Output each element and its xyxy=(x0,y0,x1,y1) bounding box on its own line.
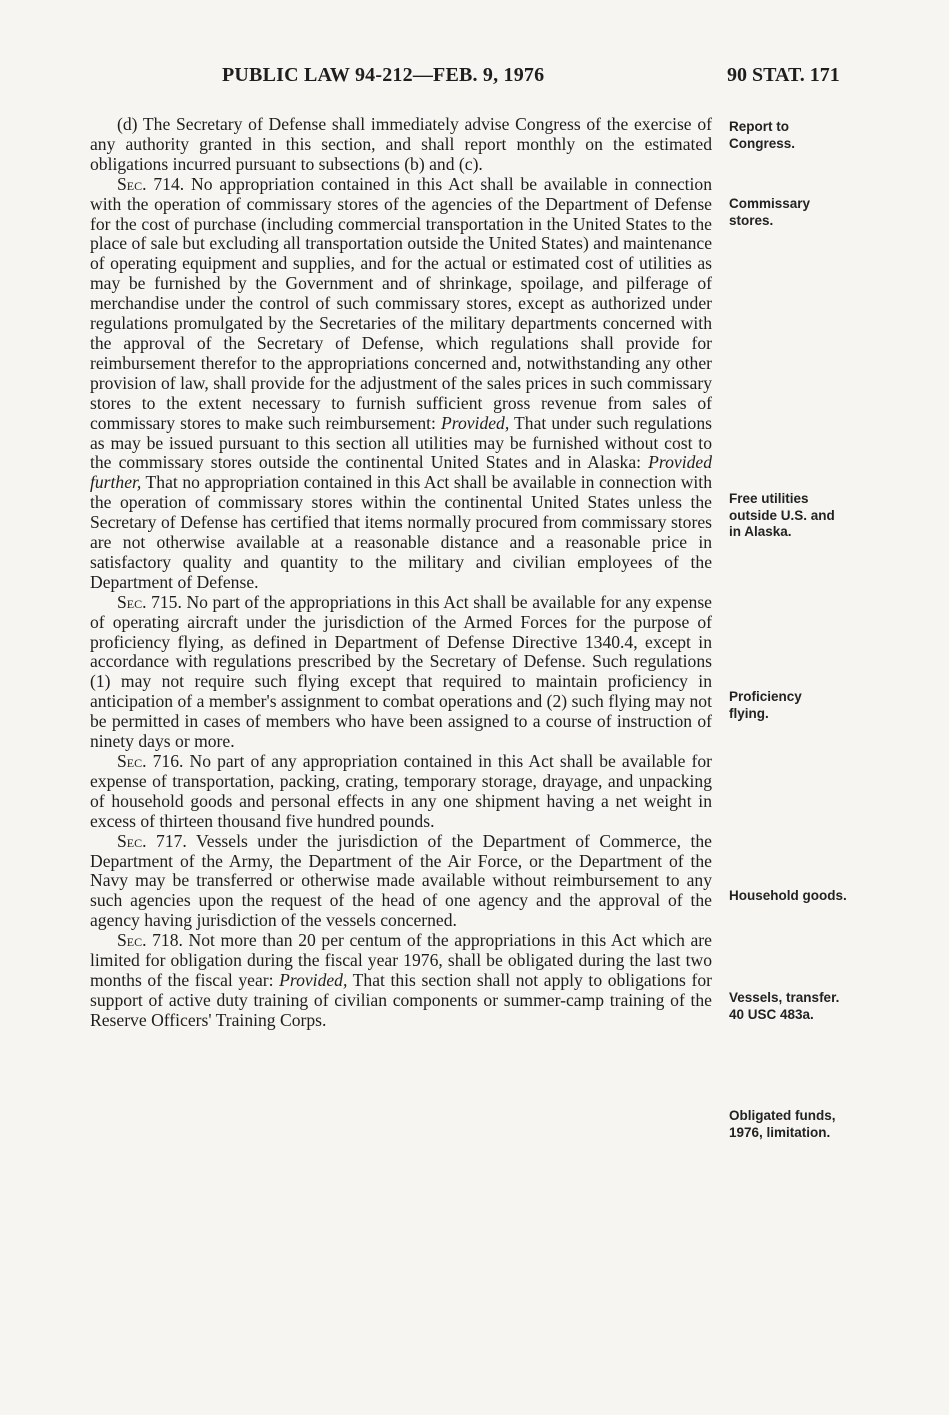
section-label: Sec. 716. xyxy=(117,751,184,771)
margin-note-proficiency-flying: Proficiency flying. xyxy=(729,689,802,721)
running-header-title: PUBLIC LAW 94-212—FEB. 9, 1976 xyxy=(222,64,545,86)
proviso: Provided, xyxy=(441,412,510,433)
section-text: No appropriation contained in this Act shall be available in connection with the operation of commissary stores of the agencies of the Department of Defense for the cost of purchase (including commercial transportation in the United States to the place of sale but excluding all transportation outside the United States) and maintenance of operating equipment and supplies, and for the actual or estimated cost of utilities as may be furnished by the Government and of shrinkage, spoilage, and pilferage of merchandise under the control of such commissary stores, except as authorized under regulations promulgated by the Secretaries of the military departments concerned with the approval of the Secretary of Defense, which regulations shall provide for reimbursement therefor to the appropriations concerned and, notwithstanding any other provision of law, shall provide for the adjustment of the sales prices in such commissary stores to the extent necessary to furnish sufficient gross revenue from sales of commissary stores to make such reimbursement: xyxy=(90,173,712,433)
margin-note-obligated-funds: Obligated funds, 1976, limitation. xyxy=(729,1108,836,1140)
margin-note-free-utilities: Free utilities outside U.S. and in Alaska. xyxy=(729,491,835,539)
section-label: Sec. 714. xyxy=(117,173,185,194)
margin-note-vessels-transfer: Vessels, transfer. 40 USC 483a. xyxy=(729,990,840,1022)
margin-note-household-goods: Household goods. xyxy=(729,888,847,903)
page-number: 90 STAT. 171 xyxy=(727,64,840,86)
section-715 xyxy=(90,593,712,752)
section-717 xyxy=(90,832,712,932)
section-text: No part of any appropriation contained in this Act shall be available for expense of transportation, packing, crating, temporary storage, drayage, and unpacking of household goods and personal effects in any one shipment having a net weight in excess of thirteen thousand five hundred pounds. xyxy=(90,751,712,831)
margin-note-report-to-congress: Report to Congress. xyxy=(729,119,796,151)
section-label: Sec. 718. xyxy=(117,930,183,951)
proviso: Provided, xyxy=(279,969,348,990)
section-716 xyxy=(90,752,712,832)
section-text: No part of the appropriations in this Act shall be available for any expense of operating aircraft under the jurisdiction of the Armed Forces for the purpose of proficiency flying, as defined in Department of Defense Directive 1340.4, except in accordance with regulations prescribed by the Secretary of Defense. Such regulations (1) may not require such flying except that required to maintain proficiency in anticipation of a member's assignment to combat operations and (2) such flying may not be permitted in cases of members who have been assigned to a course of instruction of ninety days or more. xyxy=(90,591,712,752)
section-text: Vessels under the jurisdiction of the Department of Commerce, the Department of the Army, the Department of the Air Force, or the Department of the Navy may be transferred or otherwise made available without reimbursement to any such agencies upon the request of the head of one agency and the approval of the agency having jurisdiction of the vessels concerned. xyxy=(90,830,712,931)
section-text: That under such regulations as may be issued pursuant to this section all utilities may be furnished without cost to the commissary stores outside the continental United States and in Alaska: xyxy=(90,412,712,473)
section-label: Sec. 717. xyxy=(117,830,187,851)
paragraph-d xyxy=(90,115,712,175)
section-718 xyxy=(90,931,712,1031)
section-label: Sec. 715. xyxy=(117,591,182,612)
margin-note-commissary-stores: Commissary stores. xyxy=(729,196,811,228)
section-text: Not more than 20 per centum of the appropriations in this Act which are limited for obligation during the fiscal year 1976, shall be obligated during the last two months of the fiscal year: xyxy=(90,930,712,990)
paragraph-text: (d) The Secretary of Defense shall immediately advise Congress of the exercise of any authority granted in this section, and shall report monthly on the estimated obligations incurred pursuant to subsections (b) and (c). xyxy=(90,114,712,174)
proviso: Provided further, xyxy=(90,452,712,493)
section-text: That this section shall not apply to obligations for support of active duty training of civilian components or summer-camp training of the Reserve Officers' Training Corps. xyxy=(90,969,712,1030)
section-text: That no appropriation contained in this Act shall be available in connection with the operation of commissary stores within the continental United States unless the Secretary of Defense has certified that items normally procured from commissary stores are not otherwise available at a reasonable distance and a reasonable price in satisfactory quality and quantity to the military and civilian employees of the Department of Defense. xyxy=(90,472,712,592)
body-text xyxy=(90,115,712,1031)
section-714 xyxy=(90,175,712,593)
